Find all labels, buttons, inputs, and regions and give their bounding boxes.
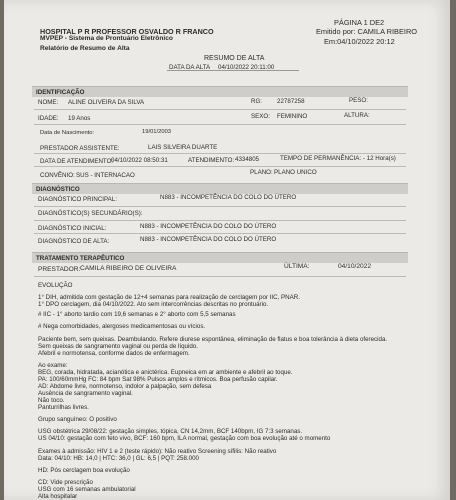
emitted-by: Emitido por: CAMILA RIBEIRO — [316, 27, 418, 36]
evolution-line: Ao exame: — [38, 362, 68, 369]
divider — [34, 233, 406, 234]
evolution-heading: EVOLUÇÃO — [38, 282, 73, 289]
evolution-line: USG com 16 semanas ambulatorial — [38, 486, 136, 493]
evolution-line: Exames à admissão: HIV 1 e 2 (teste rápido): Não reativo Screening sífilis: Não reativo — [38, 448, 277, 455]
attendance-label: ATENDIMENTO: — [188, 157, 235, 164]
assistant-value: LAIS SILVEIRA DUARTE — [148, 144, 218, 151]
secondary-diagnosis-label: DIAGNÓSTICO(S) SECUNDÁRIO(S): — [38, 210, 143, 217]
evolution-line: Afebril e normotensa, conforme dados de enfermagem. — [38, 350, 190, 357]
birthdate-value: 19/01/2003 — [142, 129, 172, 135]
report-name: Relatório de Resumo de Alta — [40, 45, 130, 52]
hospital-name: HOSPITAL P R PROFESSOR OSVALDO R FRANCO — [40, 27, 214, 36]
divider — [34, 276, 406, 277]
evolution-line: Ausência de sangramento vaginal. — [38, 390, 133, 397]
page-title: RESUMO DE ALTA — [204, 55, 265, 62]
divider — [34, 124, 406, 125]
divider — [34, 153, 406, 154]
evolution-line: CD: Vide prescrição — [38, 479, 93, 486]
evolution-line: # Nega comorbidades, alergoses medicamentosas ou vícios. — [38, 323, 206, 330]
rg-value: 22787258 — [277, 98, 305, 105]
emitted-at: Em:04/10/2022 20:12 — [324, 37, 395, 46]
stay-time: TEMPO DE PERMANÊNCIA: - 12 Hora(s) — [280, 155, 396, 162]
provider-value: CAMILA RIBEIRO DE OLIVEIRA — [80, 265, 177, 272]
evolution-line: HD: Pós cerclagem boa evolução — [38, 467, 130, 474]
discharge-date-value: 04/10/2022 20:11:00 — [218, 64, 275, 71]
system-name: MVPEP - Sistema de Prontuário Eletrônico — [40, 35, 173, 42]
sex-label: SEXO: — [251, 113, 270, 120]
weight-label: PESO: — [349, 97, 368, 104]
main-diagnosis-value: N883 - INCOMPETÊNCIA DO COLO DO ÚTERO — [160, 194, 297, 201]
initial-diagnosis-label: DIAGNÓSTICO INICIAL: — [38, 225, 107, 232]
evolution-line: Grupo sanguíneo: O positivo — [38, 416, 117, 423]
name-value: ALINE OLIVEIRA DA SILVA — [68, 99, 145, 106]
evolution-line: Data: 04/10: HB: 14,0 | HTC: 36,0 | GL: 6,5 | PQT: 258.000 — [38, 455, 199, 462]
evolution-line: Panturrilhas livres. — [38, 404, 89, 411]
evolution-line: 1° DPO cerclagem, dia 04/10/2022. Ato sem intercorrências descritas no prontuário. — [38, 301, 269, 308]
evolution-line: # IIC - 1° aborto tardio com 19,6 semanas e 2° aborto com 5,5 semanas — [38, 311, 236, 318]
evolution-line: Sem queixas de sangramento vaginal ou perda de líquido. — [38, 343, 198, 350]
main-diagnosis-label: DIAGNÓSTICO PRINCIPAL: — [38, 196, 117, 203]
evolution-line: USG obstétrica 29/08/22: gestação simples, tópica, CN 14,2mm, BCF 140bpm, IG 7:3 semanas. — [38, 428, 303, 435]
initial-diagnosis-value: N883 - INCOMPETÊNCIA DO COLO DO ÚTERO — [140, 223, 277, 230]
document-page — [4, 0, 450, 500]
evolution-line: AD: Abdome livre, normotenso, indolor a palpação, sem defesa — [38, 383, 212, 390]
insurance-label: CONVÊNIO: — [40, 172, 75, 179]
attendance-date-label: DATA DE ATENDIMENTO: — [40, 158, 114, 165]
age-label: IDADE: — [38, 115, 59, 122]
evolution-line: US 04/10: gestação com feto vivo, BCF: 160 bpm, ILA normal, gestação com boa evolução até o momento — [38, 435, 331, 442]
plan-label: PLANO: — [250, 169, 273, 176]
discharge-diagnosis-label: DIAGNÓSTICO DE ALTA: — [38, 238, 110, 245]
divider — [34, 220, 406, 221]
evolution-line: PA: 100/60mmHg FC: 84 bpm Sat 98% Pulsos amplos e rítmicos. Boa perfusão capilar. — [38, 376, 278, 383]
section-identification: IDENTIFICAÇÃO — [32, 86, 408, 97]
sex-value: FEMININO — [277, 113, 308, 120]
divider — [34, 109, 406, 110]
divider — [34, 166, 406, 167]
discharge-diagnosis-value: N883 - INCOMPETÊNCIA DO COLO DO ÚTERO — [140, 236, 277, 243]
provider-label: PRESTADOR: — [38, 266, 81, 273]
last-label: ÚLTIMA: — [284, 263, 310, 270]
plan-value: PLANO UNICO — [274, 169, 317, 176]
page-number: PÁGINA 1 DE2 — [334, 18, 385, 27]
assistant-label: PRESTADOR ASSISTENTE: — [40, 145, 120, 152]
section-diagnosis: DIAGNÓSTICO — [32, 183, 408, 194]
evolution-line: BEG, corada, hidratada, acianótica e anictérica. Eupneica em ar ambiente e afebril ao toque. — [38, 369, 293, 376]
height-label: ALTURA: — [344, 112, 370, 119]
age-value: 19 Anos — [68, 115, 91, 122]
evolution-line: Paciente bem, sem queixas. Deambulando. Refere diurese espontânea, eliminação de flatus e boa tolerância à dieta oferecida. — [38, 336, 388, 343]
divider — [34, 206, 406, 207]
insurance-value: SUS - INTERNACAO — [76, 172, 135, 179]
rg-label: RG: — [251, 98, 263, 105]
discharge-date-label: DATA DA ALTA — [169, 64, 211, 71]
evolution-line: Alta hospitalar — [38, 493, 78, 500]
attendance-date-value: 04/10/2022 08:50:31 — [111, 157, 168, 164]
birthdate-label: Data de Nascimento: — [40, 130, 95, 136]
last-value: 04/10/2022 — [338, 263, 372, 270]
attendance-value: 4334805 — [235, 156, 260, 163]
section-treatment: TRATAMENTO TERAPÊUTICO — [32, 252, 408, 263]
evolution-line: Não toco. — [38, 397, 65, 404]
evolution-line: 1° DIH, admitida com gestação de 12+4 semanas para realização de cerclagem por IIC, PNAR. — [38, 294, 300, 301]
name-label: NOME: — [38, 99, 59, 106]
